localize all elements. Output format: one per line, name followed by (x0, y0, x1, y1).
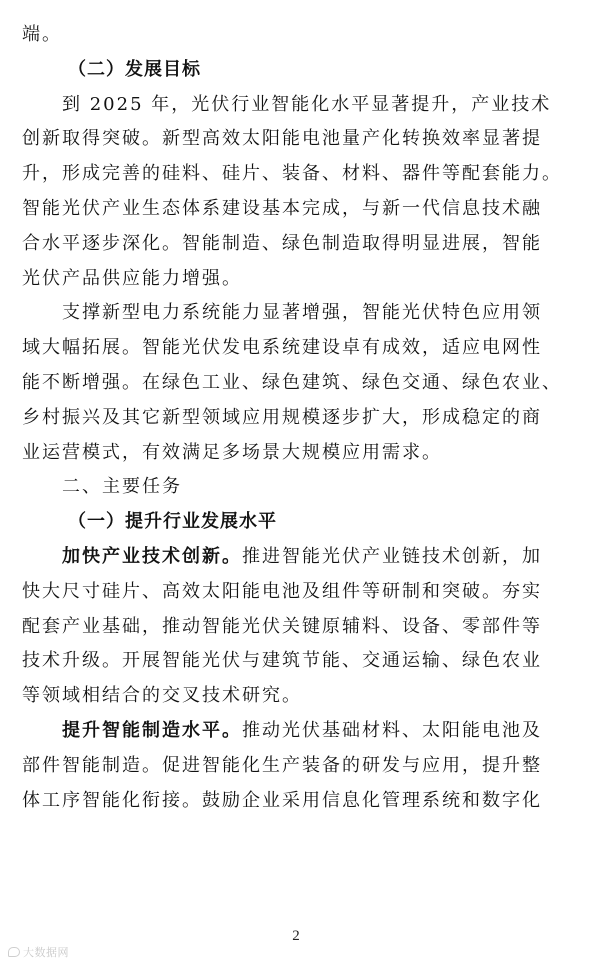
text-line (22, 18, 570, 53)
bold-lead: 提升智能制造水平。 (62, 719, 242, 741)
text-line (22, 714, 570, 749)
text-line (22, 401, 570, 436)
line-text: 到 2025 年，光伏行业智能化水平显著提升，产业技术 (62, 93, 552, 115)
line-text: 配套产业基础，推动智能光伏关键原辅料、设备、零部件等 (22, 615, 542, 637)
text-line (22, 575, 570, 610)
line-text: （一）提升行业发展水平 (68, 511, 277, 533)
text-line (22, 784, 570, 819)
line-text: （二）发展目标 (68, 58, 201, 80)
line-text: 乡村振兴及其它新型领域应用规模逐步扩大，形成稳定的商 (22, 406, 542, 428)
line-text: 光伏产品供应能力增强。 (22, 267, 242, 289)
text-line (22, 262, 570, 297)
line-text: 创新取得突破。新型高效太阳能电池量产化转换效率显著提 (22, 128, 542, 150)
line-text: 智能光伏产业生态体系建设基本完成，与新一代信息技术融 (22, 197, 542, 219)
bold-lead: 加快产业技术创新。 (62, 545, 242, 567)
text-line (22, 749, 570, 784)
document-page (22, 18, 570, 918)
line-text: 域大幅拓展。智能光伏发电系统建设卓有成效，适应电网性 (22, 337, 542, 359)
section-heading (22, 505, 570, 540)
text-line (22, 679, 570, 714)
line-text: 等领域相结合的交叉技术研究。 (22, 685, 302, 707)
text-line (22, 436, 570, 471)
line-text: 业运营模式，有效满足多场景大规模应用需求。 (22, 441, 442, 463)
line-text: 部件智能制造。促进智能化生产装备的研发与应用，提升整 (22, 754, 542, 776)
line-text: 支撑新型电力系统能力显著增强，智能光伏特色应用领 (62, 302, 542, 324)
page-number: 2 (292, 928, 300, 944)
weibo-icon (8, 947, 20, 957)
watermark-text: 大数据网 (23, 946, 69, 959)
line-text: 端。 (22, 24, 62, 45)
text-line (22, 88, 570, 123)
text-line (22, 644, 570, 679)
line-text: 升，形成完善的硅料、硅片、装备、材料、器件等配套能力。 (22, 163, 562, 185)
line-text: 能不断增强。在绿色工业、绿色建筑、绿色交通、绿色农业、 (22, 371, 562, 393)
text-line (22, 610, 570, 645)
text-line (22, 470, 570, 505)
text-line (22, 157, 570, 192)
watermark (8, 944, 69, 960)
text-line (22, 296, 570, 331)
text-line (22, 122, 570, 157)
text-line (22, 366, 570, 401)
line-text: 推动光伏基础材料、太阳能电池及 (242, 719, 542, 741)
line-text: 快大尺寸硅片、高效太阳能电池及组件等研制和突破。夯实 (22, 580, 542, 602)
text-line (22, 192, 570, 227)
line-text: 二、主要任务 (62, 476, 182, 498)
text-line (22, 227, 570, 262)
text-line (22, 331, 570, 366)
line-text: 技术升级。开展智能光伏与建筑节能、交通运输、绿色农业 (22, 650, 542, 672)
line-text: 体工序智能化衔接。鼓励企业采用信息化管理系统和数字化 (22, 789, 542, 811)
text-line (22, 540, 570, 575)
section-heading (22, 53, 570, 88)
line-text: 合水平逐步深化。智能制造、绿色制造取得明显进展，智能 (22, 232, 542, 254)
line-text: 推进智能光伏产业链技术创新，加 (242, 545, 542, 567)
